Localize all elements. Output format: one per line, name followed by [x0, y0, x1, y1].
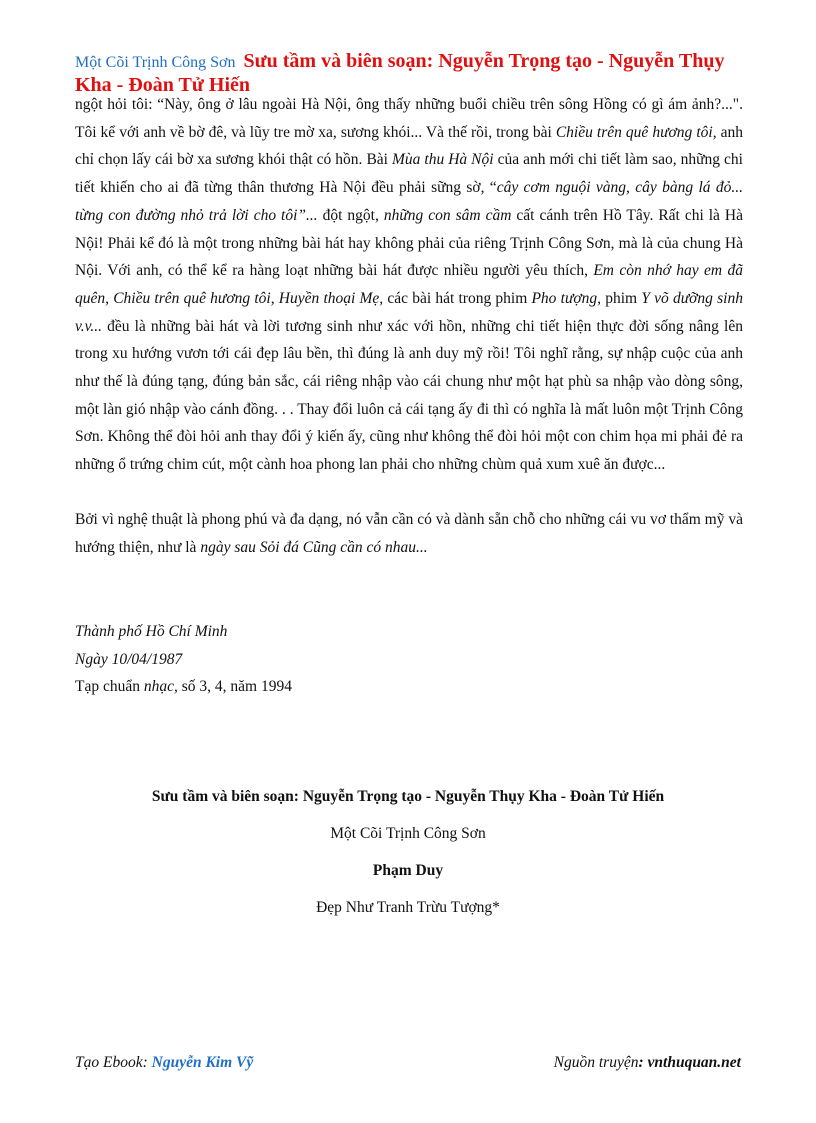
section-title: Đẹp Như Tranh Trừu Tượng*: [316, 899, 500, 916]
signature-block: [75, 618, 292, 701]
para1-segment: Chiều trên quê hương tôi,: [555, 123, 717, 141]
para1-segment: của anh mới chi tiết làm sao, những chi tiết khiến cho ai đã từng thân thương Hà Nội đều phải sững sờ, “: [75, 151, 743, 197]
footer-right-label: Nguồn truyện: [553, 1054, 639, 1071]
para1-segment: Y võ dưỡng sinh v.v...: [75, 289, 743, 335]
header-credit: Sưu tầm và biên soạn: Nguyễn Trọng tạo - Nguyễn Thụy Kha - Đoàn Tử Hiến: [75, 50, 725, 96]
para1-segment: những con sâm cầm: [383, 206, 512, 224]
section-credit: Sưu tầm và biên soạn: Nguyễn Trọng tạo - Nguyễn Thụy Kha - Đoàn Tử Hiến: [151, 788, 665, 805]
section-author: Phạm Duy: [372, 862, 444, 879]
footer-ebook: [75, 1054, 253, 1072]
para1-segment: đột ngột,: [317, 206, 384, 224]
para2-segment: Bởi vì nghệ thuật là phong phú và đa dạng, nó vẫn cần có và dành sẵn chỗ cho những cái vu vơ thẩm mỹ và hướng thiện, như là: [75, 510, 743, 556]
para1-segment: cất cánh trên Hồ Tây. Rất chi là Hà Nội! Phải kể đó là một trong những bài hát hay không phải của riêng Trịnh Công Sơn, mà là của chung Hà Nội. Với anh, có thể kể ra hàng loạt những bài hát được nhiều người yêu thích,: [75, 206, 743, 280]
header-book-title: Một Cõi Trịnh Công Sơn: [75, 54, 236, 71]
sign-source: [75, 673, 292, 701]
sign-source-b: nhạc,: [143, 678, 178, 696]
article-body: [75, 91, 743, 561]
sign-source-a: Tạp chuẩn: [75, 678, 144, 696]
para1-segment: anh chỉ chọn lấy cái bờ xa sương khói thật có hồn. Bài: [75, 123, 743, 169]
sign-source-c: số 3, 4, năm 1994: [177, 678, 292, 696]
sign-date: Ngày 10/04/1987: [75, 650, 183, 668]
sign-place: Thành phố Hồ Chí Minh: [75, 623, 228, 640]
footer-ebook-author[interactable]: Nguyễn Kim Vỹ: [151, 1054, 254, 1071]
footer-left-label: Tạo Ebook: [75, 1054, 143, 1071]
paragraph-2: [75, 506, 743, 561]
section-book: Một Cõi Trịnh Công Sơn: [330, 825, 486, 842]
para1-segment: cây cơm nguội vàng, cây bàng lá đỏ... từng con đường nhỏ trả lời cho tôi”...: [75, 179, 743, 224]
para1-segment: các bài hát trong phim: [383, 289, 532, 307]
para1-segment: ngột hỏi tôi: “Này, ông ở lâu ngoài Hà Nội, ông thấy những buổi chiều trên sông Hồng có gì ám ảnh?...". Tôi kể với anh về bờ đê, và lũy tre mờ xa, sương khói... Và thế rồi, trong bài: [75, 96, 743, 141]
footer-right-sep: :: [638, 1054, 648, 1071]
para1-segment: Mùa thu Hà Nội: [391, 151, 494, 169]
para1-segment: phim: [601, 289, 642, 307]
para2-segment: ngày sau Sỏi đá Cũng cần có nhau...: [200, 538, 428, 556]
footer-source-site[interactable]: vnthuquan.net: [647, 1054, 741, 1071]
paragraph-1: [75, 91, 743, 479]
para1-segment: Pho tượng,: [531, 289, 602, 307]
para1-segment: đều là những bài hát và lời tương sinh như xác với hồn, những chi tiết hiện thực đời sống nâng lên trong xu hướng vươn tới cái đẹp lâu bền, thì đúng là anh duy mỹ rồi! Tôi nghĩ rằng, sự nhập cuộc của anh như thế là đúng tạng, đúng bản sắc, cái riêng nhập vào cái chung như một hạt phù sa nhập vào dòng sông, một làn gió nhập vào cánh đồng. . . Thay đổi luôn cả cái tạng ấy đi thì có nghĩa là mất luôn một Trịnh Công Sơn. Không thể đòi hỏi anh thay đổi ý kiến ấy, cũng như không thể đòi hỏi một con chim họa mi phải đẻ ra những ổ trứng chim cút, một cành hoa phong lan phải cho những chùm quả xum xuê ăn được...: [75, 317, 743, 474]
para1-segment: Em còn nhớ hay em đã quên, Chiều trên quê hương tôi, Huyền thoại Mẹ,: [75, 262, 743, 307]
footer-source: [554, 1054, 741, 1072]
footer-left-sep: :: [142, 1054, 152, 1071]
